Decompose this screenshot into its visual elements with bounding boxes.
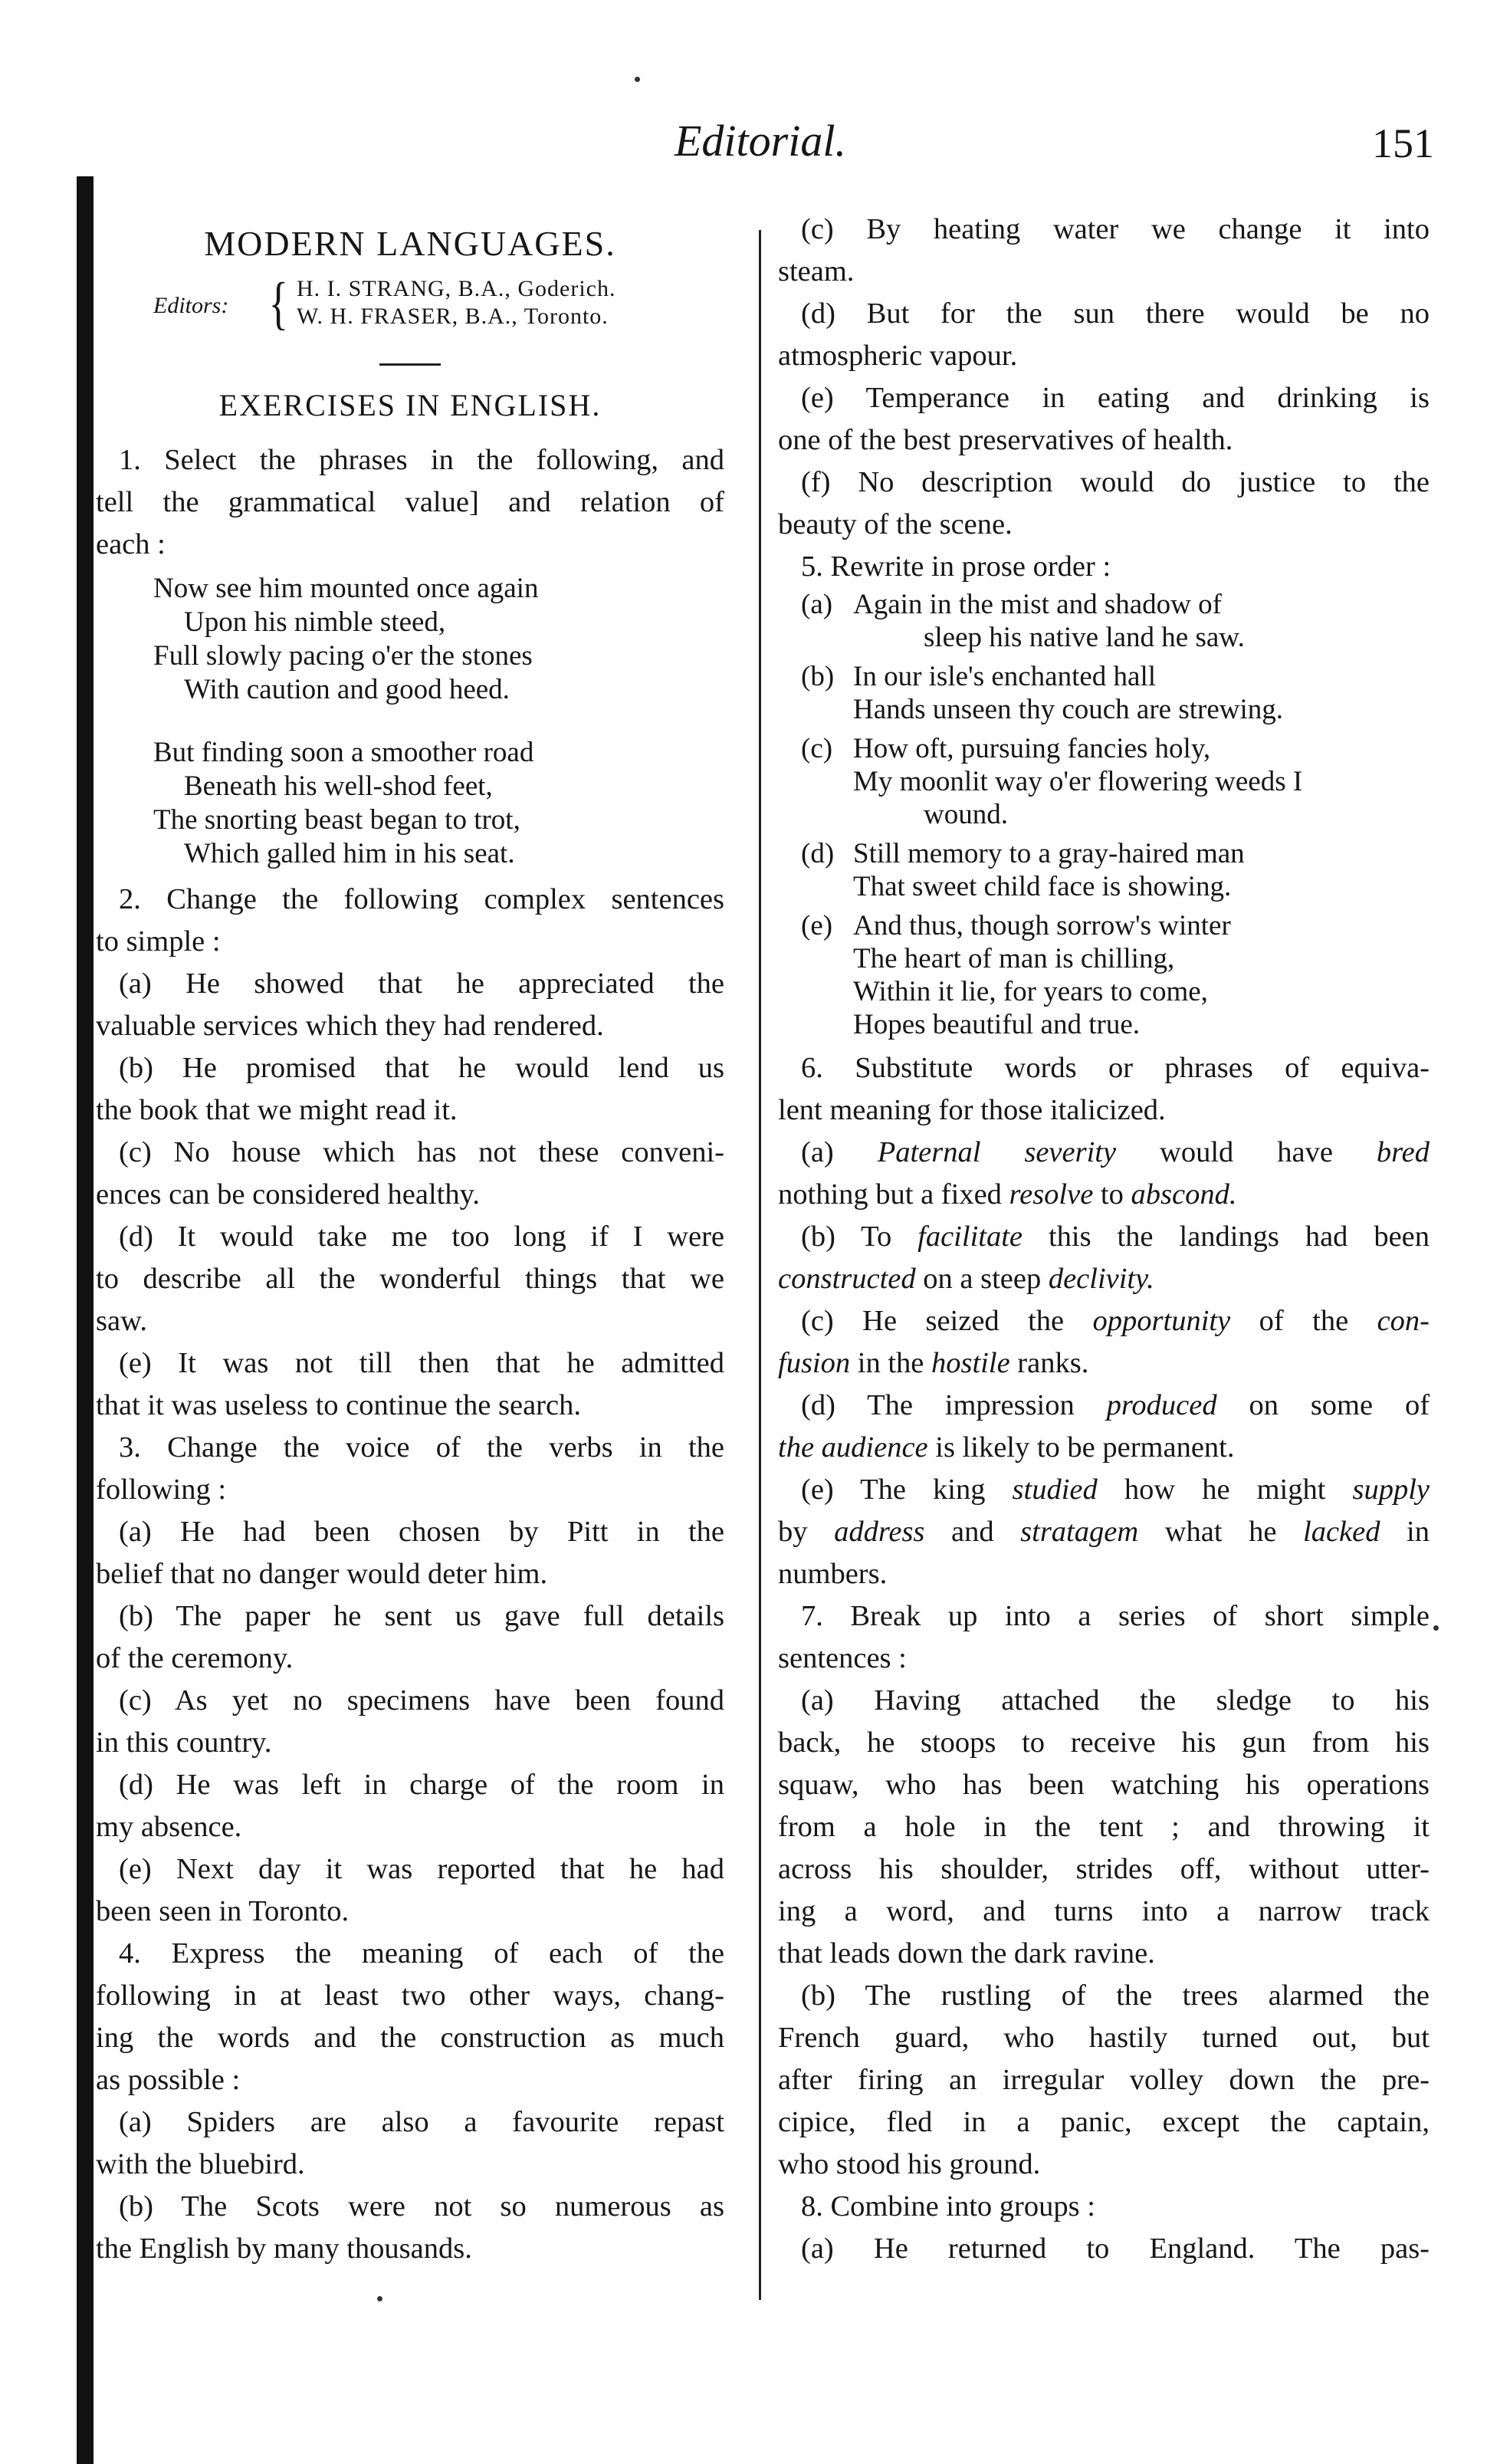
question-7 [778, 1595, 1430, 2186]
text-line: steam. [778, 255, 855, 287]
verse-line: (a) Again in the mist and shadow of [801, 589, 1222, 620]
question-8 [778, 2186, 1430, 2270]
verse-line: wound. [924, 799, 1008, 830]
verse-line: Hopes beautiful and true. [853, 1009, 1140, 1040]
text-line: (b) The paper he sent us gave full details [119, 1600, 724, 1632]
text-line: (b) He promised that he would lend us [119, 1052, 724, 1084]
text-line: back, he stoops to receive his gun from his [778, 1726, 1430, 1759]
editor-name: W. H. FRASER, B.A., Toronto. [297, 304, 609, 329]
text-line: (e) Temperance in eating and drinking is [801, 382, 1430, 414]
verse-line: (d) Still memory to a gray-haired man [801, 838, 1245, 869]
text-line: (a) He had been chosen by Pitt in the [119, 1516, 724, 1548]
text-line: beauty of the scene. [778, 508, 1013, 540]
poem-line: With caution and good heed. [184, 674, 510, 705]
poem-stanza [96, 572, 724, 871]
text-line: been seen in Toronto. [96, 1895, 350, 1927]
text-line: (c) By heating water we change it into [801, 213, 1430, 245]
question-2 [96, 879, 724, 1427]
text-line: with the bluebird. [96, 2148, 305, 2180]
poem-line: The snorting beast began to trot, [153, 804, 520, 836]
text-line: 3. Change the voice of the verbs in the [119, 1431, 724, 1464]
text-line: nothing but a fixed resolve to abscond. [778, 1178, 1237, 1211]
text-line: cipice, fled in a panic, except the captain, [778, 2106, 1430, 2138]
question-5 [778, 546, 1430, 1047]
question-3 [96, 1427, 724, 1933]
text-line: (e) It was not till then that he admitted [119, 1347, 724, 1379]
text-line: tell the grammatical value] and relation of [96, 486, 724, 518]
question-4-continued [778, 209, 1430, 546]
scan-binding-edge [77, 176, 94, 2464]
text-line: lent meaning for those italicized. [778, 1094, 1166, 1126]
scan-speck [635, 77, 640, 82]
left-column [96, 209, 724, 2270]
poem-line: Upon his nimble steed, [184, 606, 446, 638]
text-line: (d) The impression produced on some of [801, 1389, 1430, 1421]
column-divider [759, 230, 761, 2300]
text-line: following : [96, 1473, 227, 1506]
text-line: (c) No house which has not these conveni- [119, 1136, 724, 1168]
text-line: the English by many thousands. [96, 2232, 472, 2265]
text-line: after firing an irregular volley down the pre- [778, 2064, 1430, 2096]
text-line: across his shoulder, strides off, without utter- [778, 1853, 1430, 1885]
text-line: (b) The rustling of the trees alarmed the [801, 1979, 1430, 2012]
text-line: by address and stratagem what he lacked in [778, 1516, 1430, 1548]
text-line: belief that no danger would deter him. [96, 1558, 548, 1590]
brace-symbol: { [268, 271, 289, 336]
verse-line: Hands unseen thy couch are strewing. [853, 694, 1283, 725]
section-title: MODERN LANGUAGES. [204, 224, 616, 263]
text-line: the book that we might read it. [96, 1094, 458, 1126]
text-line: fusion in the hostile ranks. [778, 1347, 1089, 1379]
poem-line: Full slowly pacing o'er the stones [153, 640, 533, 672]
text-line: to simple : [96, 925, 221, 958]
text-line: one of the best preservatives of health. [778, 424, 1233, 456]
text-line: (f) No description would do justice to the [801, 466, 1430, 498]
text-line: that it was useless to continue the search. [96, 1389, 581, 1421]
text-line: 2. Change the following complex sentences [119, 883, 724, 915]
text-line: as possible : [96, 2064, 241, 2096]
text-line: saw. [96, 1305, 147, 1337]
question-6 [778, 1047, 1430, 1595]
scan-speck [1433, 1625, 1439, 1631]
text-line: (d) It would take me too long if I were [119, 1221, 724, 1253]
right-column [778, 209, 1430, 2270]
page-number: 151 [1372, 120, 1434, 166]
text-line: in this country. [96, 1726, 272, 1759]
verse-line: (c) How oft, pursuing fancies holy, [801, 733, 1211, 764]
text-line: French guard, who hastily turned out, but [778, 2022, 1430, 2054]
question-4 [96, 1933, 724, 2270]
text-line: (b) The Scots were not so numerous as [119, 2190, 724, 2223]
running-head [0, 115, 1510, 176]
text-line: to describe all the wonderful things that we [96, 1263, 724, 1295]
verse-line: That sweet child face is showing. [853, 871, 1232, 902]
text-line: ing a word, and turns into a narrow track [778, 1895, 1430, 1927]
text-line: the audience is likely to be permanent. [778, 1431, 1235, 1464]
text-line: constructed on a steep declivity. [778, 1263, 1154, 1295]
text-line: 1. Select the phrases in the following, and [119, 444, 724, 476]
text-line: 6. Substitute words or phrases of equiva- [801, 1052, 1430, 1084]
verse-line: (b) In our isle's enchanted hall [801, 661, 1157, 692]
poem-line: Which galled him in his seat. [184, 838, 515, 869]
text-line: (b) To facilitate this the landings had been [801, 1221, 1430, 1253]
text-line: numbers. [778, 1558, 888, 1590]
poem-line: But finding soon a smoother road [153, 737, 534, 768]
text-line: sentences : [778, 1642, 907, 1674]
text-line: (d) He was left in charge of the room in [119, 1769, 724, 1801]
text-line: 4. Express the meaning of each of the [119, 1937, 724, 1970]
verse-line: Within it lie, for years to come, [853, 976, 1208, 1007]
text-line: (e) The king studied how he might supply [801, 1473, 1430, 1506]
text-line: my absence. [96, 1811, 242, 1843]
poem-line: Now see him mounted once again [153, 573, 539, 604]
text-line: (c) As yet no specimens have been found [119, 1684, 724, 1717]
text-line: of the ceremony. [96, 1642, 294, 1674]
text-line: (d) But for the sun there would be no [801, 297, 1430, 330]
editors-block [96, 271, 724, 345]
scan-speck [377, 2296, 382, 2301]
section-rule [379, 363, 441, 366]
text-line: that leads down the dark ravine. [778, 1937, 1155, 1970]
text-line: each : [96, 528, 166, 560]
editor-name: H. I. STRANG, B.A., Goderich. [297, 276, 616, 301]
text-line: valuable services which they had rendered. [96, 1010, 604, 1042]
text-line: ing the words and the construction as much [96, 2022, 724, 2054]
text-line: ences can be considered healthy. [96, 1178, 480, 1211]
text-line: from a hole in the tent ; and throwing it [778, 1811, 1430, 1843]
question-1 [96, 439, 724, 566]
text-line: 8. Combine into groups : [801, 2190, 1095, 2223]
text-line: atmospheric vapour. [778, 340, 1018, 372]
verse-line: sleep his native land he saw. [924, 622, 1245, 653]
text-line: (a) He showed that he appreciated the [119, 968, 724, 1000]
verse-line: (e) And thus, though sorrow's winter [801, 910, 1231, 941]
text-line: 7. Break up into a series of short simple [801, 1600, 1430, 1632]
verse-line: The heart of man is chilling, [853, 943, 1175, 974]
text-line: (c) He seized the opportunity of the con- [801, 1305, 1430, 1337]
text-line: (a) Having attached the sledge to his [801, 1684, 1430, 1717]
editors-label: Editors: [153, 293, 229, 318]
poem-line: Beneath his well-shod feet, [184, 770, 493, 802]
verse-line: My moonlit way o'er flowering weeds I [853, 766, 1303, 797]
text-line: (a) He returned to England. The pas- [801, 2232, 1430, 2265]
text-line: following in at least two other ways, chang- [96, 1979, 724, 2012]
text-line: 5. Rewrite in prose order : [801, 550, 1111, 583]
text-line: (a) Spiders are also a favourite repast [119, 2106, 724, 2138]
running-title: Editorial. [675, 116, 846, 166]
text-line: squaw, who has been watching his operations [778, 1769, 1430, 1801]
text-line: (e) Next day it was reported that he had [119, 1853, 724, 1885]
subheading: EXERCISES IN ENGLISH. [218, 388, 602, 422]
text-line: who stood his ground. [778, 2148, 1041, 2180]
text-line: (a) Paternal severity would have bred [801, 1136, 1430, 1168]
